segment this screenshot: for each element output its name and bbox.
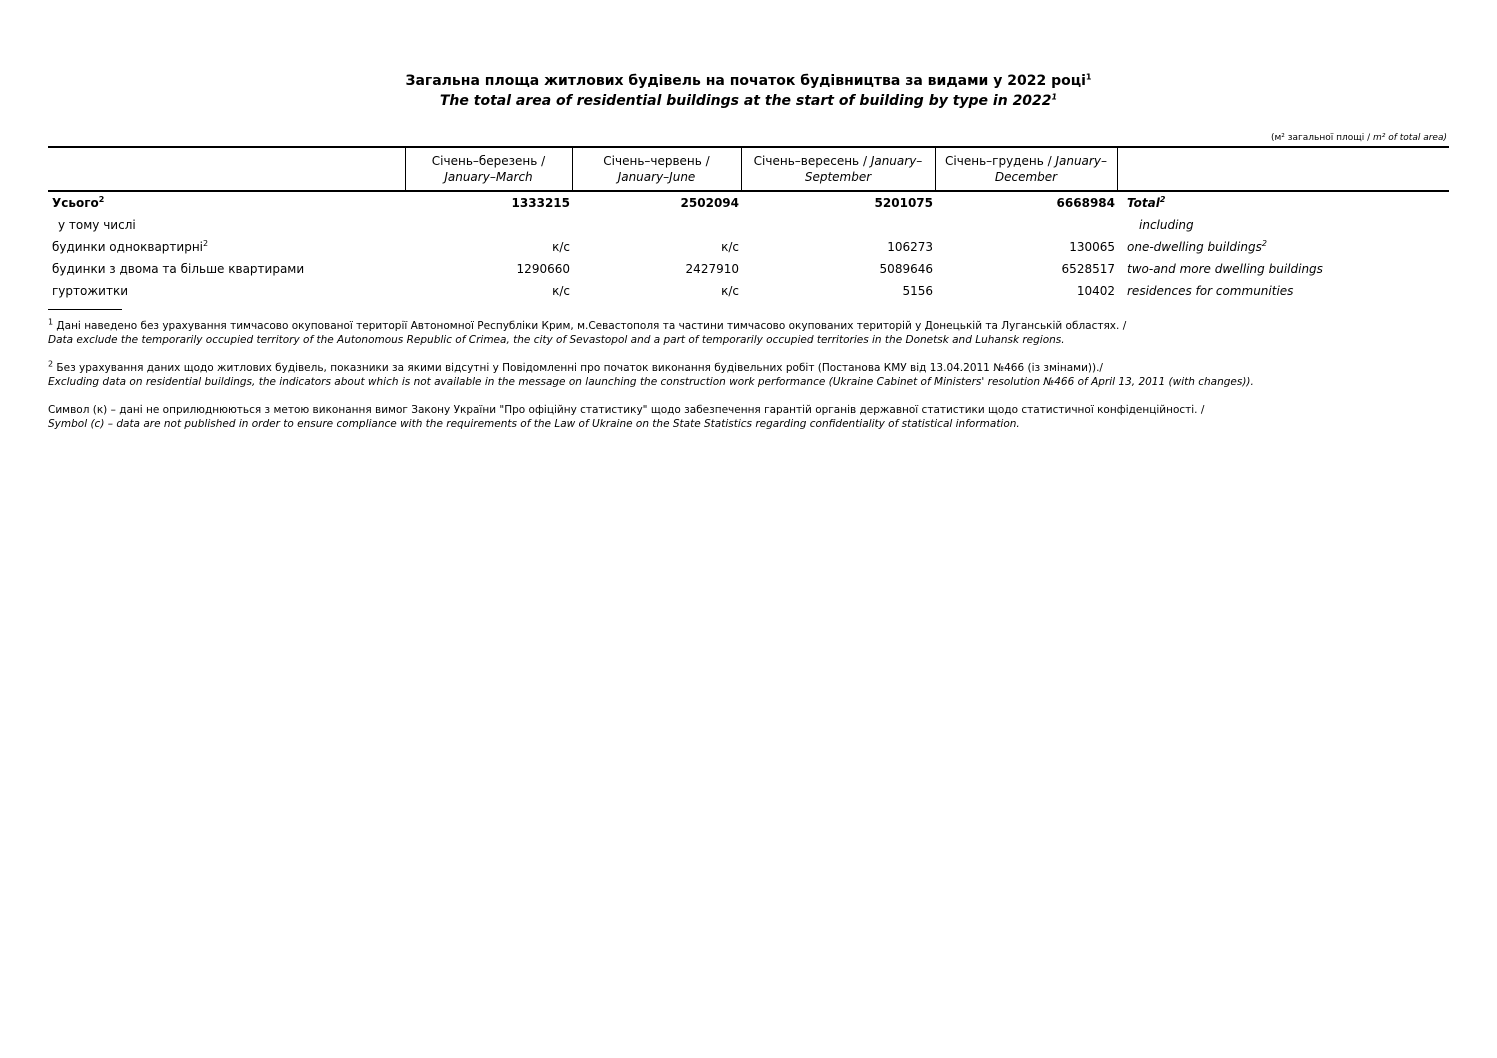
cell-value: 6528517 (1061, 262, 1115, 276)
table-header-row (48, 147, 1449, 191)
cell-value: 2427910 (685, 262, 739, 276)
footnote-2 (48, 361, 1254, 389)
cell-value: 5156 (902, 284, 933, 298)
cell-value: 130065 (1069, 240, 1115, 254)
row-label-uk: гуртожитки (52, 284, 129, 298)
footnote-1-uk: Дані наведено без урахування тимчасово окупованої території Автономної Республіки Крим, м.Севастополя та частини тимчасово окупованих територій у Донецькій та Луганській областях. / (53, 320, 1127, 332)
header-jan-sep: Січень–вересень / January– September (741, 147, 935, 191)
footnote-2-uk: Без урахування даних щодо житлових будівель, показники за якими відсутні у Повідомленні про початок виконання будівельних робіт (Постанова КМУ від 13.04.2011 №466 (із змінами))./ (53, 362, 1103, 374)
footnote-divider (48, 309, 122, 310)
table-row-multi-dwelling (48, 258, 1449, 280)
footnote-marker: 1 (48, 317, 54, 327)
row-label-en: including (1139, 218, 1194, 232)
title-en-footnote-marker: 1 (1051, 92, 1058, 102)
footnote-marker: 2 (48, 359, 54, 369)
cell-value: 106273 (887, 240, 933, 254)
table-row-one-dwelling (48, 236, 1449, 258)
symbol-note (48, 403, 1204, 431)
row-label-uk: Усього$^2$ (52, 195, 105, 210)
row-label-uk: будинки з двома та більше квартирами (52, 262, 305, 276)
header-empty-label (48, 147, 405, 191)
title-uk-footnote-marker: 1 (1085, 72, 1092, 82)
header-jan-mar: Січень–березень / January–March (405, 147, 572, 191)
row-label-uk: у тому числі (58, 218, 136, 232)
row-label-uk: будинки одноквартирні$^2$ (52, 239, 209, 254)
cell-value: к/с (552, 284, 570, 298)
row-label-en: one-dwelling buildings$^2$ (1127, 239, 1267, 254)
cell-value: 6668984 (1056, 196, 1115, 210)
data-table (48, 146, 1449, 302)
cell-value: 1333215 (511, 196, 570, 210)
table-row-residences (48, 280, 1449, 302)
cell-value: 10402 (1076, 284, 1115, 298)
header-jan-jun: Січень–червень / January–June (572, 147, 741, 191)
cell-value: к/с (721, 240, 739, 254)
symbol-note-uk: Символ (к) – дані не оприлюднюються з метою виконання вимог Закону України "Про офіційну статистику" щодо забезпечення гарантій органів державної статистики щодо статистичної конфіденційності. / (48, 404, 1205, 416)
footnote-1-en: Data exclude the temporarily occupied territory of the Autonomous Republic of Crimea, the city of Sevastopol and a part of temporarily occupied territories in the Donetsk and Luhansk regions. (48, 334, 1065, 346)
units-note (1271, 133, 1447, 143)
cell-value: 2502094 (680, 196, 739, 210)
header-empty-en (1117, 147, 1449, 191)
cell-value (741, 214, 935, 236)
header-jan-dec: Січень–грудень / January– December (935, 147, 1117, 191)
cell-value: к/с (721, 284, 739, 298)
cell-value: 5089646 (879, 262, 933, 276)
row-label-en: two-and more dwelling buildings (1127, 262, 1323, 276)
cell-value (405, 214, 572, 236)
footnote-1 (48, 319, 1126, 347)
cell-value: 1290660 (516, 262, 570, 276)
footnote-2-en: Excluding data on residential buildings, the indicators about which is not available in the message on launching the construction work performance (Ukraine Cabinet of Ministers' resolution №466 of April 13, 2011 (with changes)). (48, 376, 1254, 388)
units-uk: (м² загальної площі / (1270, 133, 1371, 143)
table-row-including (48, 214, 1449, 236)
cell-value (572, 214, 741, 236)
row-label-en: Total$^2$ (1127, 195, 1166, 210)
cell-value: 5201075 (874, 196, 933, 210)
cell-value: к/с (552, 240, 570, 254)
row-label-en: residences for communities (1127, 284, 1294, 298)
units-en: m² of total area) (1373, 133, 1447, 143)
title-ukrainian: Загальна площа житлових будівель на початок будівництва за видами у 2022 році$^1$ (405, 72, 1092, 89)
cell-value (935, 214, 1117, 236)
table-row-total (48, 191, 1449, 214)
symbol-note-en: Symbol (c) – data are not published in order to ensure compliance with the requirements of the Law of Ukraine on the State Statistics regarding confidentiality of statistical information. (48, 418, 1020, 430)
title-english: The total area of residential buildings at the start of building by type in 2022$^1$ (439, 92, 1058, 109)
